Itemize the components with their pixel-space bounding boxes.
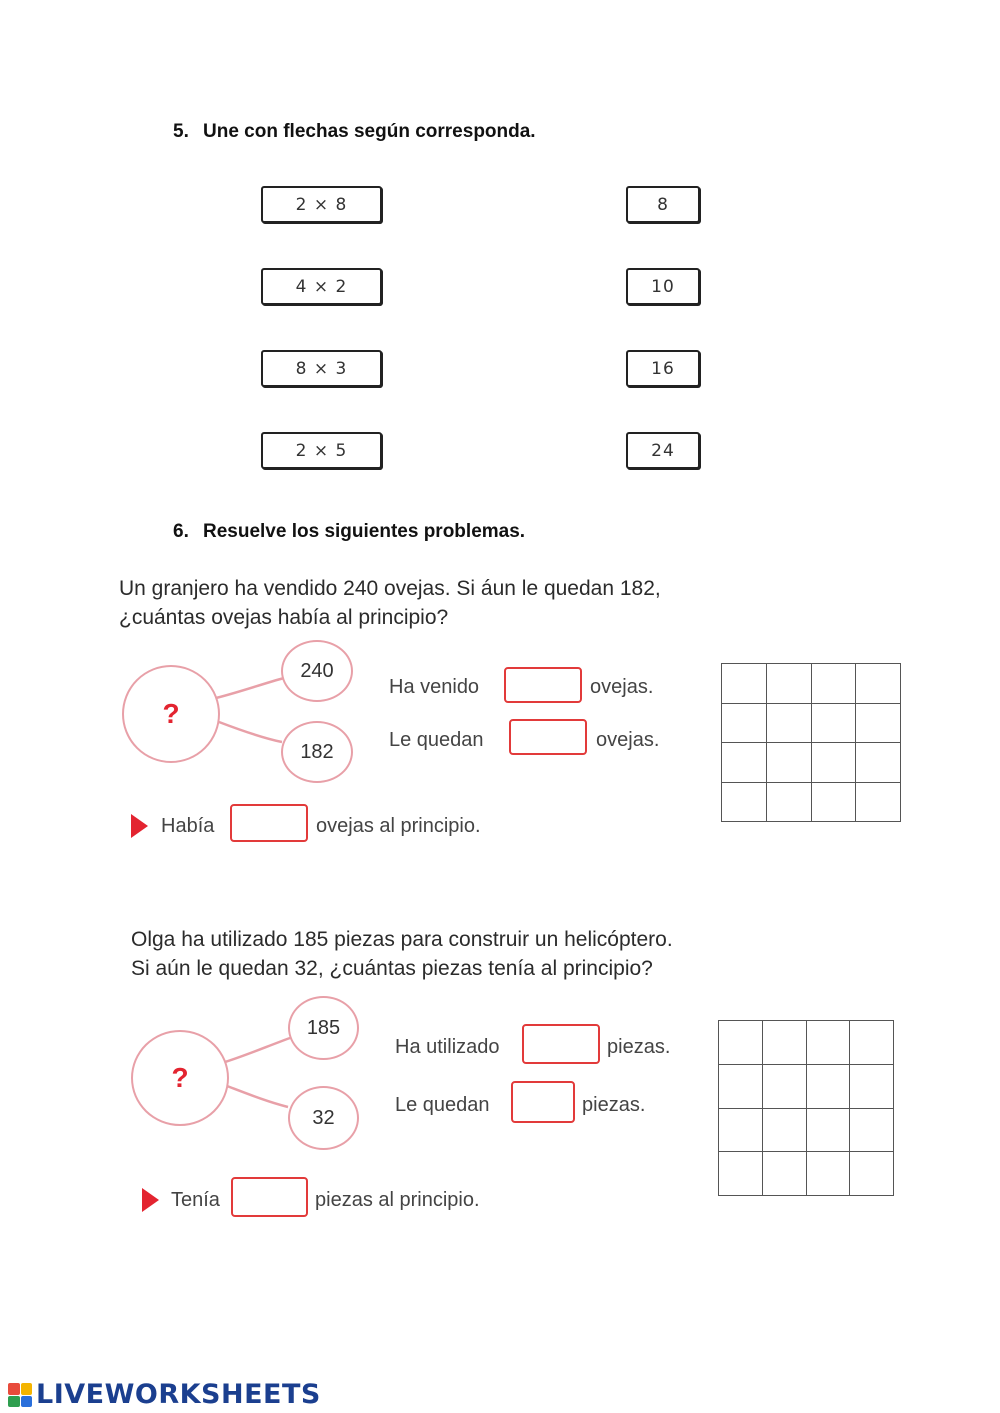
problem-2-statement [131, 925, 673, 983]
problem-1-answer-input[interactable] [230, 804, 308, 842]
problem-2-part-1-circle [288, 996, 359, 1060]
problem-1-sold-input[interactable] [504, 667, 582, 703]
problem-2-part-2: 32 [312, 1106, 335, 1129]
problem-1-line-to-part-1 [216, 678, 284, 698]
problem-1-line-1: Un granjero ha vendido 240 ovejas. Si áun le quedan 182, [119, 577, 661, 600]
problem-1-answer-arrow-icon [131, 814, 148, 838]
problem-2-work-grid[interactable] [718, 1020, 894, 1196]
problem-1-row-2-unit: ovejas. [596, 729, 660, 751]
problem-2-row-1-label: Ha utilizado [395, 1036, 500, 1058]
liveworksheets-logo-icon [8, 1383, 32, 1407]
section-5-number: 5. [173, 121, 189, 142]
problem-2-part-2-circle [288, 1086, 359, 1150]
match-left-3[interactable]: 8 × 3 [261, 350, 382, 387]
match-right-4[interactable]: 24 [626, 432, 700, 469]
problem-2-line-1: Olga ha utilizado 185 piezas para construir un helicóptero. [131, 928, 673, 951]
problem-2-answer-input[interactable] [231, 1177, 308, 1217]
problem-1-row-1-label: Ha venido [389, 676, 480, 698]
problem-2-line-to-part-1 [225, 1038, 290, 1062]
problem-1-row-2-label: Le quedan [389, 729, 484, 751]
problem-1-part-1-circle [281, 640, 353, 702]
match-left-4[interactable]: 2 × 5 [261, 432, 382, 469]
problem-1-line-2: ¿cuántas ovejas había al principio? [119, 606, 449, 629]
problem-2-answer-unit: piezas al principio. [315, 1189, 480, 1211]
problem-1-line-to-part-2 [219, 722, 282, 742]
match-left-1[interactable]: 2 × 8 [261, 186, 382, 223]
problem-2-answer-arrow-icon [142, 1188, 159, 1212]
problem-1-part-2-circle [281, 721, 353, 783]
problem-2-line-2: Si aún le quedan 32, ¿cuántas piezas tenía al principio? [131, 957, 653, 980]
problem-1-work-grid[interactable] [721, 663, 901, 822]
problem-1-answer-label: Había [161, 815, 215, 837]
problem-2-whole-circle [131, 1030, 229, 1126]
section-6-title: Resuelve los siguientes problemas. [203, 521, 526, 542]
problem-1-answer-unit: ovejas al principio. [316, 815, 481, 837]
match-right-1[interactable]: 8 [626, 186, 700, 223]
liveworksheets-logo-text: LIVEWORKSHEETS [36, 1379, 321, 1410]
match-right-3[interactable]: 16 [626, 350, 700, 387]
problem-1-part-2: 182 [300, 740, 334, 763]
problem-2-row-2-label: Le quedan [395, 1094, 490, 1116]
problem-1-row-1-unit: ovejas. [590, 676, 654, 698]
problem-2-row-1-unit: piezas. [607, 1036, 671, 1058]
section-6-number: 6. [173, 521, 189, 542]
match-right-2[interactable]: 10 [626, 268, 700, 305]
problem-2-row-2-unit: piezas. [582, 1094, 646, 1116]
problem-2-question-mark: ? [171, 1062, 189, 1093]
problem-1-whole-circle [122, 665, 220, 763]
problem-1-left-input[interactable] [509, 719, 587, 755]
problem-2-line-to-part-2 [227, 1086, 288, 1107]
match-left-2[interactable]: 4 × 2 [261, 268, 382, 305]
problem-2-used-input[interactable] [522, 1024, 600, 1064]
problem-2-answer-label: Tenía [171, 1189, 220, 1211]
problem-2-left-input[interactable] [511, 1081, 575, 1123]
section-5-title: Une con flechas según corresponda. [203, 121, 536, 142]
problem-1-part-1: 240 [300, 659, 334, 682]
problem-1-question-mark: ? [162, 698, 180, 729]
problem-2-part-1: 185 [306, 1016, 341, 1039]
